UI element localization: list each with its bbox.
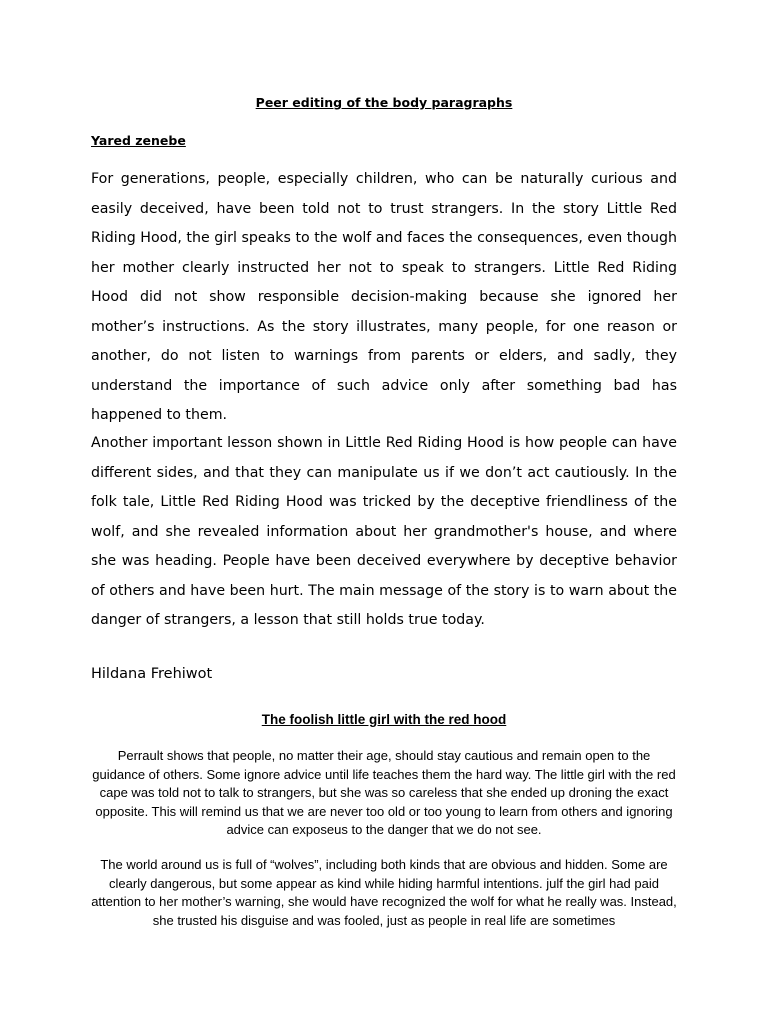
second-essay-paragraph-1: Perrault shows that people, no matter their age, should stay cautious and remain open to the guidance of others. Some ignore advice until life teaches them the hard way. The little girl with the red cape was told not to talk to strangers, but she was so careless that she ended up droning the exact opposite. This will remind us that we are never too old or too young to learn from others and ignoring advice can exposeus to the danger that we do not see. <box>92 748 676 837</box>
second-essay-paragraph-2: The world around us is full of “wolves”, including both kinds that are obvious and hidden. Some are clearly dangerous, but some appear as kind while hiding harmful intentions. julf the girl had paid attention to her mother’s warning, she would have recognized the wolf for what he really was. Instead, she trusted his disguise and was fooled, just as people in real life are sometimes <box>91 857 677 928</box>
first-essay-paragraph-1: For generations, people, especially children, who can be naturally curious and easily deceived, have been told not to trust strangers. In the story Little Red Riding Hood, the girl speaks to the wolf and faces the consequences, even though her mother clearly instructed her not to speak to strangers. Little Red Riding Hood did not show responsible decision-making because she ignored her mother’s instructions. As the story illustrates, many people, for one reason or another, do not listen to warnings from parents or elders, and sadly, they understand the importance of such advice only after something bad has happened to them. <box>91 171 677 423</box>
first-author-name: Yared zenebe <box>91 133 186 148</box>
document-title: Peer editing of the body paragraphs <box>255 95 513 110</box>
first-essay-paragraph-2: Another important lesson shown in Little Red Riding Hood is how people can have different sides, and that they can manipulate us if we don’t act cautiously. In the folk tale, Little Red Riding Hood was tricked by the deceptive friendliness of the wolf, and she revealed information about her grandmother's house, and where she was heading. People have been deceived everywhere by deceptive behavior of others and have been hurt. The main message of the story is to warn about the danger of strangers, a lesson that still holds true today. <box>91 435 677 628</box>
second-author-name: Hildana Frehiwot <box>91 666 213 682</box>
second-essay-title: The foolish little girl with the red hood <box>261 712 507 727</box>
